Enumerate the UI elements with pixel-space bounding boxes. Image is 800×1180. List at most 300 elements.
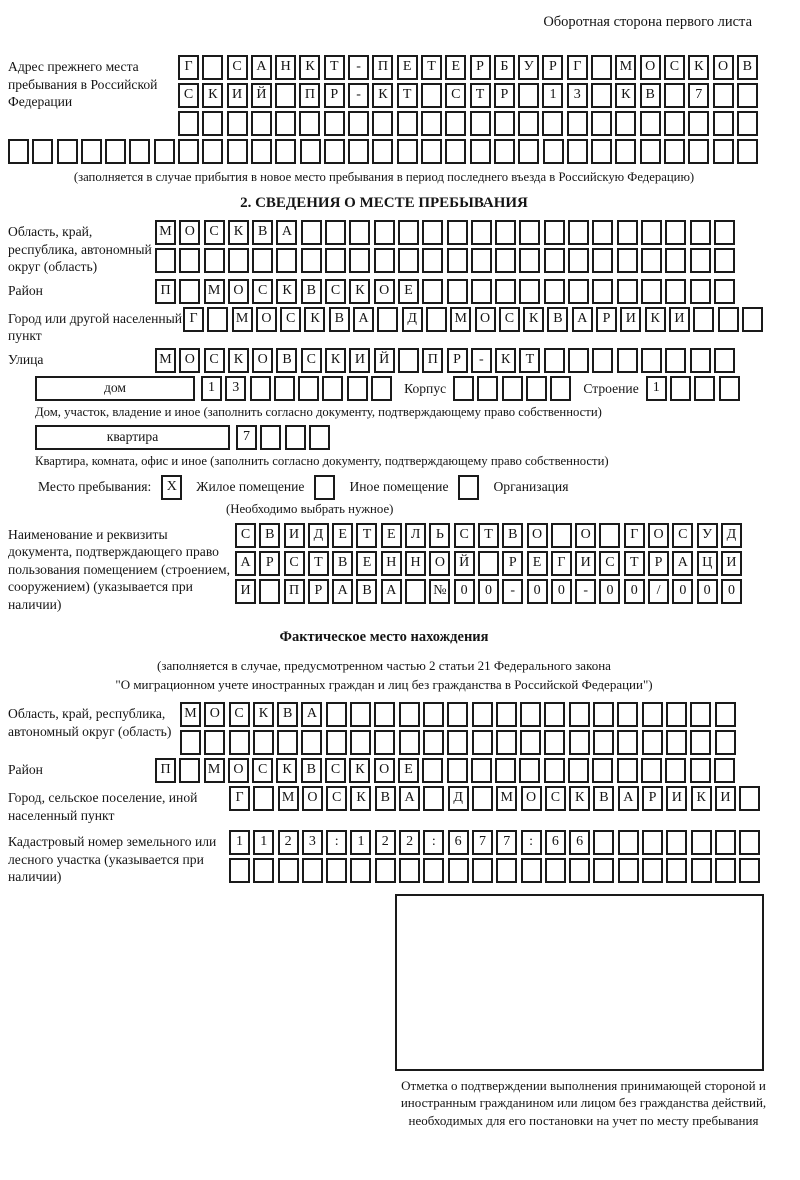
char-cell[interactable]	[569, 858, 590, 883]
char-cell[interactable]: Т	[470, 83, 491, 108]
char-cell[interactable]: О	[252, 348, 273, 373]
char-cell[interactable]	[518, 139, 539, 164]
char-cell[interactable]	[275, 139, 296, 164]
char-cell[interactable]	[502, 376, 523, 401]
char-cell[interactable]: М	[204, 758, 225, 783]
char-cell[interactable]: П	[372, 55, 393, 80]
char-cell[interactable]	[642, 858, 663, 883]
char-cell[interactable]: 1	[201, 376, 222, 401]
char-cell[interactable]	[670, 376, 691, 401]
char-cell[interactable]	[472, 786, 493, 811]
char-cell[interactable]	[495, 248, 516, 273]
char-cell[interactable]: С	[672, 523, 693, 548]
char-cell[interactable]: Г	[551, 551, 572, 576]
char-cell[interactable]	[618, 858, 639, 883]
char-cell[interactable]	[496, 730, 517, 755]
char-cell[interactable]: С	[325, 279, 346, 304]
char-cell[interactable]: С	[252, 279, 273, 304]
char-cell[interactable]	[375, 858, 396, 883]
char-cell[interactable]: 6	[448, 830, 469, 855]
char-cell[interactable]: 3	[302, 830, 323, 855]
char-cell[interactable]: К	[349, 279, 370, 304]
char-cell[interactable]: 6	[545, 830, 566, 855]
char-cell[interactable]: Т	[308, 551, 329, 576]
char-cell[interactable]	[496, 858, 517, 883]
char-cell[interactable]: И	[227, 83, 248, 108]
char-cell[interactable]: Д	[448, 786, 469, 811]
char-cell[interactable]: И	[620, 307, 641, 332]
char-cell[interactable]: 0	[672, 579, 693, 604]
char-cell[interactable]	[253, 730, 274, 755]
char-cell[interactable]	[519, 758, 540, 783]
char-cell[interactable]: К	[253, 702, 274, 727]
char-cell[interactable]: Н	[381, 551, 402, 576]
char-cell[interactable]	[299, 111, 320, 136]
char-cell[interactable]	[494, 111, 515, 136]
char-cell[interactable]	[617, 730, 638, 755]
char-cell[interactable]: С	[599, 551, 620, 576]
char-cell[interactable]	[690, 758, 711, 783]
char-cell[interactable]	[399, 730, 420, 755]
char-cell[interactable]	[714, 348, 735, 373]
house-type-box[interactable]: дом	[35, 376, 195, 401]
char-cell[interactable]: Н	[275, 55, 296, 80]
char-cell[interactable]: Т	[421, 55, 442, 80]
char-cell[interactable]	[618, 830, 639, 855]
char-cell[interactable]	[665, 279, 686, 304]
char-cell[interactable]	[229, 858, 250, 883]
char-cell[interactable]: К	[691, 786, 712, 811]
char-cell[interactable]: М	[155, 220, 176, 245]
char-cell[interactable]	[666, 830, 687, 855]
char-cell[interactable]	[569, 730, 590, 755]
char-cell[interactable]	[569, 702, 590, 727]
char-cell[interactable]	[422, 220, 443, 245]
char-cell[interactable]	[8, 139, 29, 164]
char-cell[interactable]	[496, 702, 517, 727]
char-cell[interactable]	[445, 111, 466, 136]
char-cell[interactable]	[322, 376, 343, 401]
char-cell[interactable]	[550, 376, 571, 401]
char-cell[interactable]: К	[350, 786, 371, 811]
char-cell[interactable]	[251, 111, 272, 136]
char-cell[interactable]: О	[228, 758, 249, 783]
char-cell[interactable]: Й	[454, 551, 475, 576]
char-cell[interactable]	[421, 111, 442, 136]
char-cell[interactable]: С	[445, 83, 466, 108]
char-cell[interactable]	[617, 248, 638, 273]
char-cell[interactable]	[204, 730, 225, 755]
char-cell[interactable]	[665, 758, 686, 783]
char-cell[interactable]	[301, 730, 322, 755]
char-cell[interactable]: И	[235, 579, 256, 604]
char-cell[interactable]	[593, 858, 614, 883]
char-cell[interactable]	[568, 279, 589, 304]
char-cell[interactable]	[324, 139, 345, 164]
char-cell[interactable]: К	[495, 348, 516, 373]
char-cell[interactable]	[453, 376, 474, 401]
char-cell[interactable]	[179, 248, 200, 273]
char-cell[interactable]	[713, 111, 734, 136]
char-cell[interactable]: У	[697, 523, 718, 548]
apartment-type-box[interactable]: квартира	[35, 425, 230, 450]
char-cell[interactable]: Е	[397, 55, 418, 80]
char-cell[interactable]	[179, 758, 200, 783]
char-cell[interactable]: :	[326, 830, 347, 855]
char-cell[interactable]: Т	[624, 551, 645, 576]
char-cell[interactable]	[309, 425, 330, 450]
char-cell[interactable]	[544, 248, 565, 273]
char-cell[interactable]: М	[615, 55, 636, 80]
char-cell[interactable]: Д	[721, 523, 742, 548]
char-cell[interactable]	[202, 55, 223, 80]
char-cell[interactable]	[372, 139, 393, 164]
char-cell[interactable]	[666, 702, 687, 727]
char-cell[interactable]	[544, 730, 565, 755]
char-cell[interactable]	[568, 248, 589, 273]
char-cell[interactable]: О	[640, 55, 661, 80]
char-cell[interactable]: Г	[624, 523, 645, 548]
char-cell[interactable]: В	[502, 523, 523, 548]
char-cell[interactable]	[737, 139, 758, 164]
char-cell[interactable]: С	[284, 551, 305, 576]
char-cell[interactable]	[423, 786, 444, 811]
char-cell[interactable]	[713, 139, 734, 164]
char-cell[interactable]: С	[252, 758, 273, 783]
char-cell[interactable]	[472, 730, 493, 755]
char-cell[interactable]: И	[666, 786, 687, 811]
char-cell[interactable]: К	[228, 220, 249, 245]
char-cell[interactable]	[665, 348, 686, 373]
char-cell[interactable]	[298, 376, 319, 401]
char-cell[interactable]	[690, 248, 711, 273]
char-cell[interactable]	[398, 220, 419, 245]
char-cell[interactable]	[229, 730, 250, 755]
char-cell[interactable]	[641, 758, 662, 783]
char-cell[interactable]	[666, 858, 687, 883]
char-cell[interactable]: К	[325, 348, 346, 373]
char-cell[interactable]	[129, 139, 150, 164]
char-cell[interactable]: К	[299, 55, 320, 80]
char-cell[interactable]: М	[278, 786, 299, 811]
char-cell[interactable]	[592, 348, 613, 373]
char-cell[interactable]	[617, 702, 638, 727]
char-cell[interactable]	[642, 830, 663, 855]
char-cell[interactable]: И	[575, 551, 596, 576]
char-cell[interactable]: А	[381, 579, 402, 604]
char-cell[interactable]	[568, 758, 589, 783]
char-cell[interactable]	[739, 786, 760, 811]
char-cell[interactable]: Е	[356, 551, 377, 576]
char-cell[interactable]: О	[374, 758, 395, 783]
char-cell[interactable]: В	[276, 348, 297, 373]
char-cell[interactable]: К	[615, 83, 636, 108]
char-cell[interactable]	[642, 702, 663, 727]
char-cell[interactable]	[591, 55, 612, 80]
char-cell[interactable]: Р	[596, 307, 617, 332]
char-cell[interactable]	[448, 858, 469, 883]
char-cell[interactable]	[371, 376, 392, 401]
char-cell[interactable]	[470, 111, 491, 136]
char-cell[interactable]	[397, 139, 418, 164]
char-cell[interactable]	[642, 730, 663, 755]
char-cell[interactable]	[398, 248, 419, 273]
char-cell[interactable]	[259, 579, 280, 604]
char-cell[interactable]	[592, 758, 613, 783]
char-cell[interactable]	[276, 248, 297, 273]
char-cell[interactable]	[737, 83, 758, 108]
char-cell[interactable]: С	[301, 348, 322, 373]
char-cell[interactable]: А	[572, 307, 593, 332]
char-cell[interactable]	[251, 139, 272, 164]
char-cell[interactable]	[593, 730, 614, 755]
char-cell[interactable]	[617, 348, 638, 373]
char-cell[interactable]: 7	[496, 830, 517, 855]
char-cell[interactable]	[326, 858, 347, 883]
char-cell[interactable]	[426, 307, 447, 332]
char-cell[interactable]: С	[545, 786, 566, 811]
char-cell[interactable]	[691, 830, 712, 855]
char-cell[interactable]	[202, 111, 223, 136]
char-cell[interactable]: 1	[253, 830, 274, 855]
char-cell[interactable]: /	[648, 579, 669, 604]
char-cell[interactable]	[666, 730, 687, 755]
char-cell[interactable]: 3	[567, 83, 588, 108]
char-cell[interactable]	[227, 139, 248, 164]
char-cell[interactable]: Н	[405, 551, 426, 576]
char-cell[interactable]: А	[301, 702, 322, 727]
checkbox-residential[interactable]: X	[161, 475, 182, 500]
char-cell[interactable]	[252, 248, 273, 273]
char-cell[interactable]	[32, 139, 53, 164]
char-cell[interactable]	[178, 111, 199, 136]
char-cell[interactable]: В	[329, 307, 350, 332]
char-cell[interactable]	[567, 139, 588, 164]
char-cell[interactable]: С	[229, 702, 250, 727]
char-cell[interactable]	[423, 730, 444, 755]
char-cell[interactable]	[207, 307, 228, 332]
char-cell[interactable]	[275, 83, 296, 108]
char-cell[interactable]: В	[301, 279, 322, 304]
char-cell[interactable]: П	[422, 348, 443, 373]
char-cell[interactable]: 2	[375, 830, 396, 855]
char-cell[interactable]	[742, 307, 763, 332]
char-cell[interactable]: С	[235, 523, 256, 548]
char-cell[interactable]: К	[276, 758, 297, 783]
char-cell[interactable]: С	[204, 220, 225, 245]
char-cell[interactable]	[518, 111, 539, 136]
char-cell[interactable]: С	[499, 307, 520, 332]
char-cell[interactable]: И	[715, 786, 736, 811]
char-cell[interactable]: Ц	[697, 551, 718, 576]
char-cell[interactable]: Ь	[429, 523, 450, 548]
char-cell[interactable]: И	[284, 523, 305, 548]
char-cell[interactable]: А	[276, 220, 297, 245]
char-cell[interactable]: Т	[397, 83, 418, 108]
char-cell[interactable]: А	[353, 307, 374, 332]
char-cell[interactable]: 2	[399, 830, 420, 855]
char-cell[interactable]	[302, 858, 323, 883]
char-cell[interactable]: -	[348, 55, 369, 80]
char-cell[interactable]	[470, 139, 491, 164]
char-cell[interactable]	[155, 248, 176, 273]
char-cell[interactable]: Р	[259, 551, 280, 576]
char-cell[interactable]: Е	[527, 551, 548, 576]
char-cell[interactable]: К	[645, 307, 666, 332]
char-cell[interactable]	[405, 579, 426, 604]
char-cell[interactable]	[472, 858, 493, 883]
char-cell[interactable]: Л	[405, 523, 426, 548]
char-cell[interactable]: Р	[494, 83, 515, 108]
char-cell[interactable]: В	[301, 758, 322, 783]
char-cell[interactable]: 0	[599, 579, 620, 604]
char-cell[interactable]	[447, 248, 468, 273]
char-cell[interactable]	[477, 376, 498, 401]
char-cell[interactable]	[593, 702, 614, 727]
char-cell[interactable]: Р	[502, 551, 523, 576]
char-cell[interactable]	[301, 248, 322, 273]
char-cell[interactable]	[693, 307, 714, 332]
char-cell[interactable]: Т	[324, 55, 345, 80]
char-cell[interactable]: О	[429, 551, 450, 576]
char-cell[interactable]	[347, 376, 368, 401]
char-cell[interactable]	[718, 307, 739, 332]
char-cell[interactable]: М	[155, 348, 176, 373]
char-cell[interactable]	[592, 279, 613, 304]
char-cell[interactable]: Е	[445, 55, 466, 80]
char-cell[interactable]	[691, 858, 712, 883]
char-cell[interactable]: М	[232, 307, 253, 332]
char-cell[interactable]	[423, 858, 444, 883]
char-cell[interactable]	[545, 858, 566, 883]
char-cell[interactable]: Р	[308, 579, 329, 604]
char-cell[interactable]	[250, 376, 271, 401]
char-cell[interactable]	[57, 139, 78, 164]
char-cell[interactable]	[495, 758, 516, 783]
char-cell[interactable]: В	[356, 579, 377, 604]
char-cell[interactable]	[519, 279, 540, 304]
char-cell[interactable]: К	[202, 83, 223, 108]
char-cell[interactable]	[521, 858, 542, 883]
char-cell[interactable]: Й	[374, 348, 395, 373]
char-cell[interactable]	[423, 702, 444, 727]
char-cell[interactable]	[399, 858, 420, 883]
char-cell[interactable]	[665, 248, 686, 273]
char-cell[interactable]: В	[737, 55, 758, 80]
char-cell[interactable]: С	[204, 348, 225, 373]
char-cell[interactable]: Е	[381, 523, 402, 548]
char-cell[interactable]	[641, 279, 662, 304]
char-cell[interactable]: К	[523, 307, 544, 332]
char-cell[interactable]	[398, 348, 419, 373]
char-cell[interactable]	[277, 730, 298, 755]
checkbox-organization[interactable]	[458, 475, 479, 500]
char-cell[interactable]	[301, 220, 322, 245]
char-cell[interactable]	[739, 858, 760, 883]
char-cell[interactable]	[300, 139, 321, 164]
char-cell[interactable]	[714, 220, 735, 245]
char-cell[interactable]: П	[284, 579, 305, 604]
char-cell[interactable]: К	[304, 307, 325, 332]
char-cell[interactable]: О	[374, 279, 395, 304]
char-cell[interactable]	[447, 279, 468, 304]
char-cell[interactable]: Р	[470, 55, 491, 80]
char-cell[interactable]: 0	[527, 579, 548, 604]
char-cell[interactable]: В	[593, 786, 614, 811]
char-cell[interactable]	[599, 523, 620, 548]
char-cell[interactable]: Е	[332, 523, 353, 548]
char-cell[interactable]	[253, 858, 274, 883]
char-cell[interactable]	[665, 220, 686, 245]
char-cell[interactable]	[348, 111, 369, 136]
char-cell[interactable]	[715, 702, 736, 727]
char-cell[interactable]	[285, 425, 306, 450]
char-cell[interactable]	[204, 248, 225, 273]
char-cell[interactable]: А	[672, 551, 693, 576]
char-cell[interactable]: Й	[251, 83, 272, 108]
char-cell[interactable]	[374, 248, 395, 273]
char-cell[interactable]: В	[375, 786, 396, 811]
char-cell[interactable]: Г	[183, 307, 204, 332]
char-cell[interactable]	[202, 139, 223, 164]
char-cell[interactable]	[688, 139, 709, 164]
char-cell[interactable]	[593, 830, 614, 855]
char-cell[interactable]: Т	[519, 348, 540, 373]
char-cell[interactable]: П	[155, 279, 176, 304]
char-cell[interactable]	[714, 279, 735, 304]
char-cell[interactable]: В	[332, 551, 353, 576]
char-cell[interactable]	[374, 220, 395, 245]
char-cell[interactable]: О	[228, 279, 249, 304]
char-cell[interactable]	[81, 139, 102, 164]
char-cell[interactable]	[518, 83, 539, 108]
char-cell[interactable]	[478, 551, 499, 576]
char-cell[interactable]: 3	[225, 376, 246, 401]
char-cell[interactable]	[377, 307, 398, 332]
char-cell[interactable]	[664, 83, 685, 108]
char-cell[interactable]: К	[569, 786, 590, 811]
char-cell[interactable]	[737, 111, 758, 136]
char-cell[interactable]	[445, 139, 466, 164]
char-cell[interactable]	[688, 111, 709, 136]
char-cell[interactable]	[325, 248, 346, 273]
char-cell[interactable]: О	[475, 307, 496, 332]
char-cell[interactable]	[447, 758, 468, 783]
char-cell[interactable]	[544, 348, 565, 373]
char-cell[interactable]: М	[204, 279, 225, 304]
char-cell[interactable]	[519, 248, 540, 273]
char-cell[interactable]	[260, 425, 281, 450]
char-cell[interactable]	[640, 111, 661, 136]
char-cell[interactable]: А	[235, 551, 256, 576]
char-cell[interactable]	[568, 348, 589, 373]
char-cell[interactable]	[690, 348, 711, 373]
char-cell[interactable]	[349, 248, 370, 273]
char-cell[interactable]	[694, 376, 715, 401]
char-cell[interactable]	[544, 758, 565, 783]
char-cell[interactable]: Г	[567, 55, 588, 80]
char-cell[interactable]	[739, 830, 760, 855]
char-cell[interactable]	[348, 139, 369, 164]
char-cell[interactable]: А	[399, 786, 420, 811]
char-cell[interactable]	[519, 220, 540, 245]
char-cell[interactable]: О	[648, 523, 669, 548]
char-cell[interactable]	[154, 139, 175, 164]
char-cell[interactable]	[447, 702, 468, 727]
char-cell[interactable]: П	[155, 758, 176, 783]
char-cell[interactable]	[275, 111, 296, 136]
char-cell[interactable]: К	[372, 83, 393, 108]
